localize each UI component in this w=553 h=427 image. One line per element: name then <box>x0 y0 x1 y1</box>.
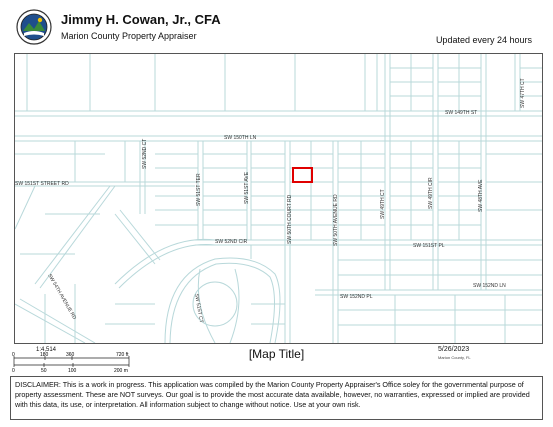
street-label-sw-51st-ct: SW 51ST CT <box>193 293 205 324</box>
county-seal-icon <box>16 9 52 45</box>
scale-m-3: 200 m <box>114 368 128 374</box>
map-credit: Marion County, FL <box>438 355 471 360</box>
scale-ratio: 1:4,514 <box>36 347 57 353</box>
scale-m-2: 100 <box>68 368 77 374</box>
scale-ft-1: 180 <box>40 352 49 358</box>
street-label-sw-54th-avenue-rd: SW 54TH AVENUE RD <box>46 273 78 321</box>
street-label-sw-51st-ave: SW 51ST AVE <box>244 171 250 204</box>
street-label-sw-52nd-ct: SW 52ND CT <box>142 138 148 169</box>
street-label-sw-151st-pl: SW 151ST PL <box>413 243 445 249</box>
street-label-sw-149th-st: SW 149TH ST <box>445 110 478 116</box>
scale-m-0: 0 <box>12 368 15 374</box>
map-title: [Map Title] <box>248 347 305 361</box>
header <box>0 0 553 52</box>
street-label-sw-50th-avenue-rd: SW 50TH AVENUE RD <box>333 194 339 246</box>
update-note: Updated every 24 hours <box>435 35 532 45</box>
street-label-sw-52nd-cir: SW 52ND CIR <box>215 239 248 245</box>
street-label-sw-51st-ter: SW 51ST TER <box>196 173 202 206</box>
map-date: 5/26/2023 <box>438 346 470 353</box>
street-label-sw-152nd-ln: SW 152ND LN <box>473 283 506 289</box>
map-frame[interactable] <box>14 53 543 344</box>
street-label-sw-48th-ave: SW 48TH AVE <box>478 179 484 212</box>
scale-ft-0: 0 <box>12 352 15 358</box>
street-label-sw-49th-cir: SW 49TH CIR <box>428 177 434 209</box>
street-label-sw-50th-court-rd: SW 50TH COURT RD <box>287 194 293 244</box>
disclaimer-box: DISCLAIMER: This is a work in progress. This application was compiled by the Marion County Property Appraiser's Office soley for the governmental purpose of property assessment. These are NOT surveys. Our goal is to provide the most accurate data available, however, no warranties, expressed or implied are provided with this data, its use, or interpretation. All information subject to change without notice. Use at your own risk. <box>10 376 543 420</box>
parcel-lines <box>15 54 542 343</box>
page-subtitle: Marion County Property Appraiser <box>61 31 197 41</box>
street-label-sw-151st-street-rd: SW 151ST STREET RD <box>15 181 69 187</box>
scale-ft-2: 360 <box>66 352 75 358</box>
scale-m-1: 50 <box>41 368 47 374</box>
street-labels <box>15 78 526 323</box>
selected-parcel-highlight[interactable] <box>293 168 312 182</box>
scale-ft-3: 720 ft <box>116 352 129 358</box>
street-label-sw-150th-ln: SW 150TH LN <box>224 135 257 141</box>
street-label-sw-152nd-pl: SW 152ND PL <box>340 294 373 300</box>
street-label-sw-49th-ct: SW 49TH CT <box>380 189 386 219</box>
parcel-map[interactable] <box>15 54 542 343</box>
street-label-sw-47th-ct: SW 47TH CT <box>520 78 526 108</box>
page-title: Jimmy H. Cowan, Jr., CFA <box>61 12 221 27</box>
